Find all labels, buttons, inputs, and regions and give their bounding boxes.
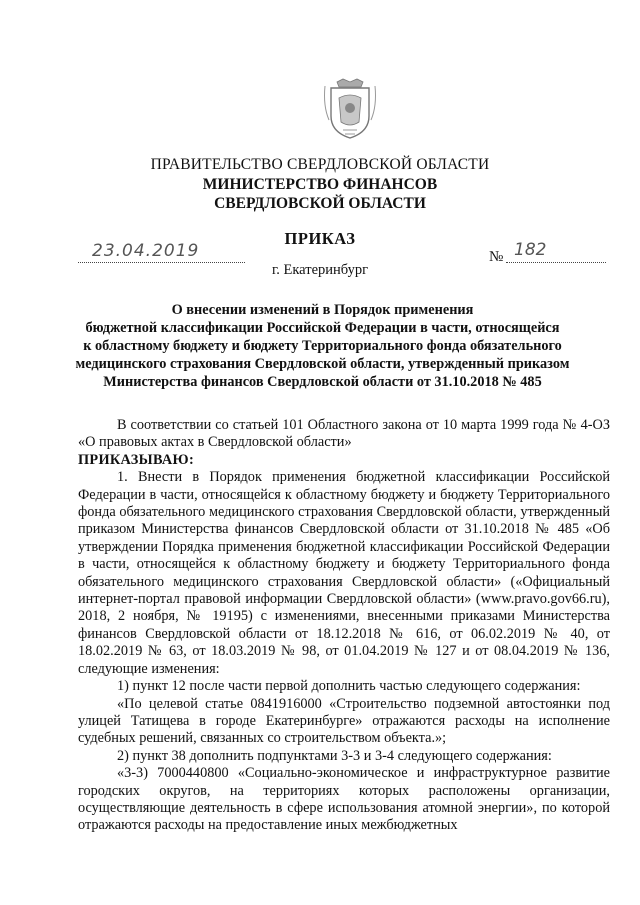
city-location: г. Екатеринбург <box>271 262 369 278</box>
document-type-title: ПРИКАЗ <box>284 229 356 248</box>
item-1-paragraph: 1. Внести в Порядок применения бюджетной классификации Российской Федерации в части, относящейся к областному бюджету и бюджету Территориального фонда обязательного медицинского страхования Свердловской области, утвержденный приказом Министерства финансов Свердловской области от 31.10.2018 № 485 «Об утверждении Порядка применения бюджетной классификации Российской Федерации в части, относящейся к областному бюджету и бюджету Территориального фонда обязательного медицинского страхования Свердловской области» («Официальный интернет-портал правовой информации Свердловской области» (www.pravo.gov66.ru), 2018, 2 ноября, № 19195) с изменениями, внесенными приказами Министерства финансов Свердловской области от 18.12.2018 № 616, от 06.02.2019 № 40, от 18.02.2019 № 63, от 18.03.2019 № 98, от 01.04.2019 № 127 и от 08.04.2019 № 136, следующие изменения: <box>78 469 610 677</box>
number-sign: № <box>489 249 504 265</box>
order-date: 23.04.2019 <box>92 241 200 261</box>
ministry-heading-line1: МИНИСТЕРСТВО ФИНАНСОВ <box>202 176 438 193</box>
order-title-line: медицинского страхования Свердловской области, утвержденный приказом <box>75 356 570 372</box>
ministry-heading-line2: СВЕРДЛОВСКОЙ ОБЛАСТИ <box>214 195 426 212</box>
order-word: ПРИКАЗЫВАЮ: <box>78 451 195 468</box>
document-body <box>78 417 610 835</box>
subitem-1-heading: 1) пункт 12 после части первой дополнить частью следующего содержания: <box>117 678 581 695</box>
intro-paragraph: В соответствии со статьей 101 Областного закона от 10 марта 1999 года № 4-ОЗ «О правовых актах в Свердловской области» <box>78 417 610 451</box>
order-title-line: О внесении изменений в Порядок применения <box>171 302 474 318</box>
coat-of-arms-emblem <box>321 78 379 142</box>
subitem-2-text: «3-3) 7000440800 «Социально-экономическое и инфраструктурное развитие городских округов, на территориях которых расположены организации, осуществляющие деятельность в сфере использования атомной энергии», по которой отражаются расходы на предоставление иных межбюджетных <box>78 765 610 834</box>
subitem-2-heading: 2) пункт 38 дополнить подпунктами 3-3 и 3-4 следующего содержания: <box>117 747 552 764</box>
order-number: 182 <box>514 240 547 260</box>
subitem-1-text: «По целевой статье 0841916000 «Строительство подземной автостоянки под улицей Татищева в городе Екатеринбурге» отражаются расходы на исполнение судебных решений, связанных со строительством объекта.»; <box>78 695 610 747</box>
government-heading: ПРАВИТЕЛЬСТВО СВЕРДЛОВСКОЙ ОБЛАСТИ <box>150 156 490 173</box>
order-title-line: Министерства финансов Свердловской области от 31.10.2018 № 485 <box>103 374 542 390</box>
order-title-line: к областному бюджету и бюджету Территориального фонда обязательного <box>83 338 562 354</box>
order-title-line: бюджетной классификации Российской Федерации в части, относящейся <box>85 320 560 336</box>
